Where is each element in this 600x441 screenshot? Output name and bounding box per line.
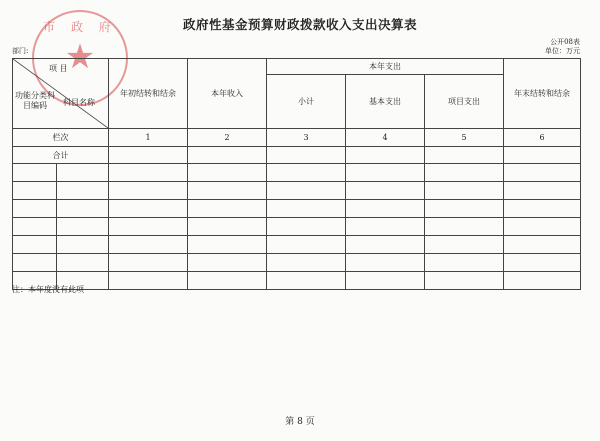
table-cell (57, 182, 109, 200)
table-cell (346, 218, 425, 236)
unit-label: 单位：万元 (545, 47, 580, 55)
index-number: 4 (346, 129, 425, 147)
table-cell (425, 272, 504, 290)
index-number: 1 (109, 129, 188, 147)
index-number: 6 (504, 129, 581, 147)
seal-star-icon: ★ (64, 37, 96, 77)
table-cell (425, 236, 504, 254)
footnote: 注：本年度没有此项 (12, 285, 84, 294)
form-code: 公开08表 (550, 38, 580, 46)
table-row (13, 254, 581, 272)
table-cell (346, 254, 425, 272)
table-cell (346, 147, 425, 164)
table-cell (57, 236, 109, 254)
table-cell (504, 182, 581, 200)
table-cell (109, 254, 188, 272)
table-cell (188, 147, 267, 164)
table-cell (504, 272, 581, 290)
header-subtotal: 小计 (267, 75, 346, 129)
table-cell (504, 147, 581, 164)
table-cell (267, 254, 346, 272)
table-cell (425, 218, 504, 236)
table-row (13, 200, 581, 218)
table-cell (267, 236, 346, 254)
table-cell (267, 164, 346, 182)
table-cell (188, 182, 267, 200)
table-cell (109, 236, 188, 254)
table-cell (504, 218, 581, 236)
table-cell (57, 218, 109, 236)
header-begin-balance: 年初结转和结余 (109, 59, 188, 129)
table-cell (346, 182, 425, 200)
table-cell (13, 236, 57, 254)
page-title: 政府性基金预算财政拨款收入支出决算表 (182, 17, 417, 32)
table-cell (425, 254, 504, 272)
table-row (13, 182, 581, 200)
table-cell (267, 182, 346, 200)
table-cell (267, 218, 346, 236)
table-cell (57, 200, 109, 218)
table-cell (13, 164, 57, 182)
table-cell (109, 218, 188, 236)
table-cell (346, 236, 425, 254)
table-cell (57, 164, 109, 182)
total-label: 合计 (13, 147, 109, 164)
table-cell (346, 272, 425, 290)
department-label: 部门: (12, 47, 29, 55)
table-cell (504, 200, 581, 218)
index-number: 5 (425, 129, 504, 147)
budget-table (12, 58, 581, 290)
table-cell (109, 200, 188, 218)
table-cell (425, 182, 504, 200)
table-row (13, 218, 581, 236)
table-cell (188, 272, 267, 290)
row-index-label: 栏次 (13, 129, 109, 147)
header-item-label: 项 目 (49, 64, 68, 73)
table-cell (188, 254, 267, 272)
table-row (13, 236, 581, 254)
table-cell (13, 182, 57, 200)
header-end-balance: 年末结转和结余 (504, 59, 581, 129)
header-project-expense: 项目支出 (425, 75, 504, 129)
header-func-code-label: 功能分类科目编码 (15, 91, 55, 110)
table-cell (267, 272, 346, 290)
table-cell (267, 200, 346, 218)
table-cell (109, 147, 188, 164)
table-cell (425, 200, 504, 218)
total-row (13, 147, 581, 164)
header-income: 本年收入 (188, 59, 267, 129)
table-cell (188, 200, 267, 218)
table-cell (504, 254, 581, 272)
table-cell (188, 218, 267, 236)
index-number: 3 (267, 129, 346, 147)
table-cell (346, 164, 425, 182)
table-cell (425, 147, 504, 164)
table-cell (188, 164, 267, 182)
table-cell (425, 164, 504, 182)
table-cell (13, 218, 57, 236)
header-subject-name-label: 科目名称 (63, 98, 95, 107)
table-cell (188, 236, 267, 254)
header-basic-expense: 基本支出 (346, 75, 425, 129)
table-cell (267, 147, 346, 164)
seal-text: 市 政 府 (43, 20, 117, 34)
table-cell (13, 254, 57, 272)
table-cell (13, 200, 57, 218)
page-number: 第 8 页 (285, 417, 315, 427)
table-row (13, 164, 581, 182)
table-cell (504, 164, 581, 182)
index-number: 2 (188, 129, 267, 147)
table-cell (109, 182, 188, 200)
table-row (13, 272, 581, 290)
table-cell (504, 236, 581, 254)
table-cell (109, 164, 188, 182)
table-cell (346, 200, 425, 218)
header-expense-group: 本年支出 (267, 59, 504, 75)
table-cell (57, 254, 109, 272)
header-diagonal-cell (13, 59, 109, 129)
table-cell (109, 272, 188, 290)
